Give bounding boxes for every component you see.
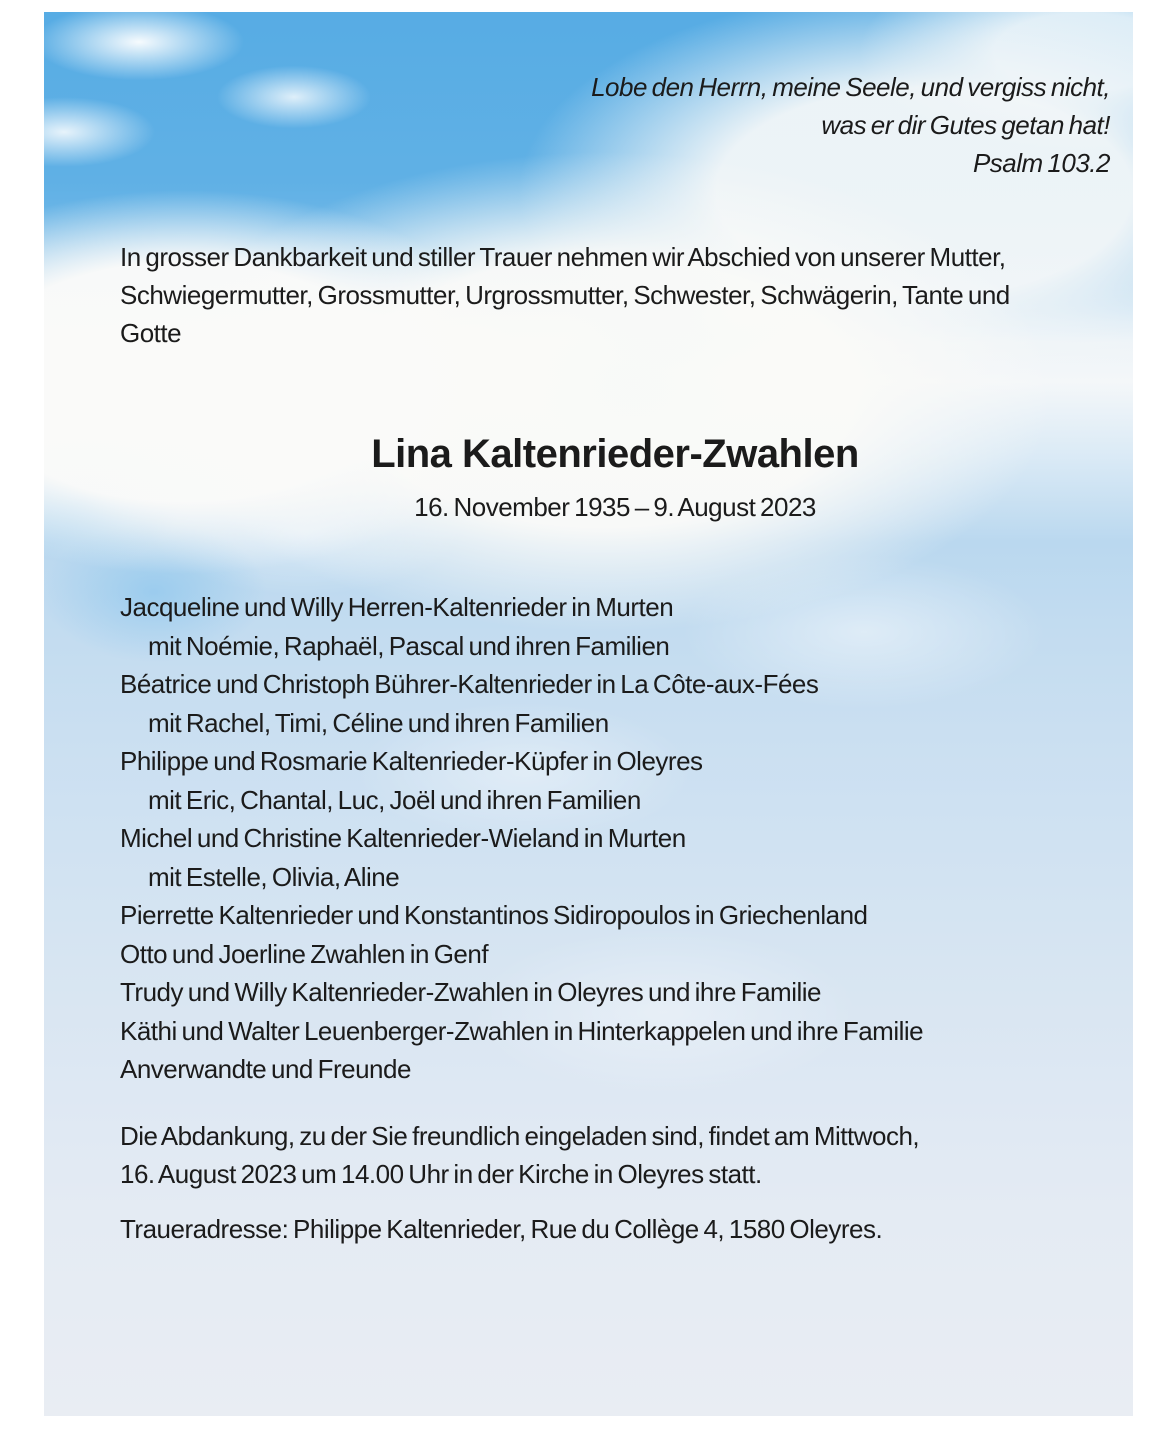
- family-list: [120, 588, 923, 1089]
- psalm-reference: Psalm 103.2: [972, 148, 1110, 178]
- life-dates: 16. November 1935 – 9. August 2023: [414, 492, 816, 522]
- family-line: Béatrice und Christoph Bührer-Kaltenrieder in La Côte-aux-Fées: [120, 669, 819, 699]
- family-line: Pierrette Kaltenrieder und Konstantinos Sidiropoulos in Griechenland: [120, 900, 868, 930]
- family-line: Otto und Joerline Zwahlen in Genf: [120, 938, 489, 969]
- family-line: Anverwandte und Freunde: [120, 1054, 411, 1084]
- service-line: 16. August 2023 um 14.00 Uhr in der Kirche in Oleyres statt.: [120, 1159, 762, 1189]
- scripture-quote-line: Lobe den Herrn, meine Seele, und vergiss nicht,: [591, 72, 1110, 102]
- service-announcement: [120, 1117, 919, 1193]
- intro-paragraph: [120, 238, 1010, 352]
- family-line: Trudy und Willy Kaltenrieder-Zwahlen in Oleyres und ihre Familie: [120, 977, 821, 1007]
- mourning-address: Traueradresse: Philippe Kaltenrieder, Rue du Collège 4, 1580 Oleyres.: [120, 1214, 883, 1244]
- intro-line: In grosser Dankbarkeit und stiller Trauer nehmen wir Abschied von unserer Mutter,: [120, 242, 1006, 272]
- intro-line: Gotte: [120, 318, 182, 348]
- family-line: Käthi und Walter Leuenberger-Zwahlen in Hinterkappelen und ihre Familie: [120, 1015, 924, 1046]
- family-line: Philippe und Rosmarie Kaltenrieder-Küpfer in Oleyres: [120, 746, 703, 776]
- family-line: Michel und Christine Kaltenrieder-Wieland in Murten: [120, 823, 686, 853]
- family-line: mit Noémie, Raphaël, Pascal und ihren Familien: [148, 630, 670, 661]
- family-line: mit Eric, Chantal, Luc, Joël und ihren Familien: [148, 784, 641, 815]
- intro-line: Schwiegermutter, Grossmutter, Urgrossmutter, Schwester, Schwägerin, Tante und: [120, 280, 1010, 310]
- sky-clouds-background: [44, 12, 1133, 1416]
- scripture-quote: [591, 68, 1110, 182]
- service-line: Die Abdankung, zu der Sie freundlich eingeladen sind, findet am Mittwoch,: [120, 1121, 920, 1151]
- scripture-quote-line: was er dir Gutes getan hat!: [821, 110, 1110, 140]
- family-line: mit Rachel, Timi, Céline und ihren Familien: [148, 707, 609, 738]
- deceased-name: Lina Kaltenrieder-Zwahlen: [371, 432, 859, 476]
- family-line: mit Estelle, Olivia, Aline: [148, 861, 400, 892]
- family-line: Jacqueline und Willy Herren-Kaltenrieder in Murten: [120, 592, 674, 622]
